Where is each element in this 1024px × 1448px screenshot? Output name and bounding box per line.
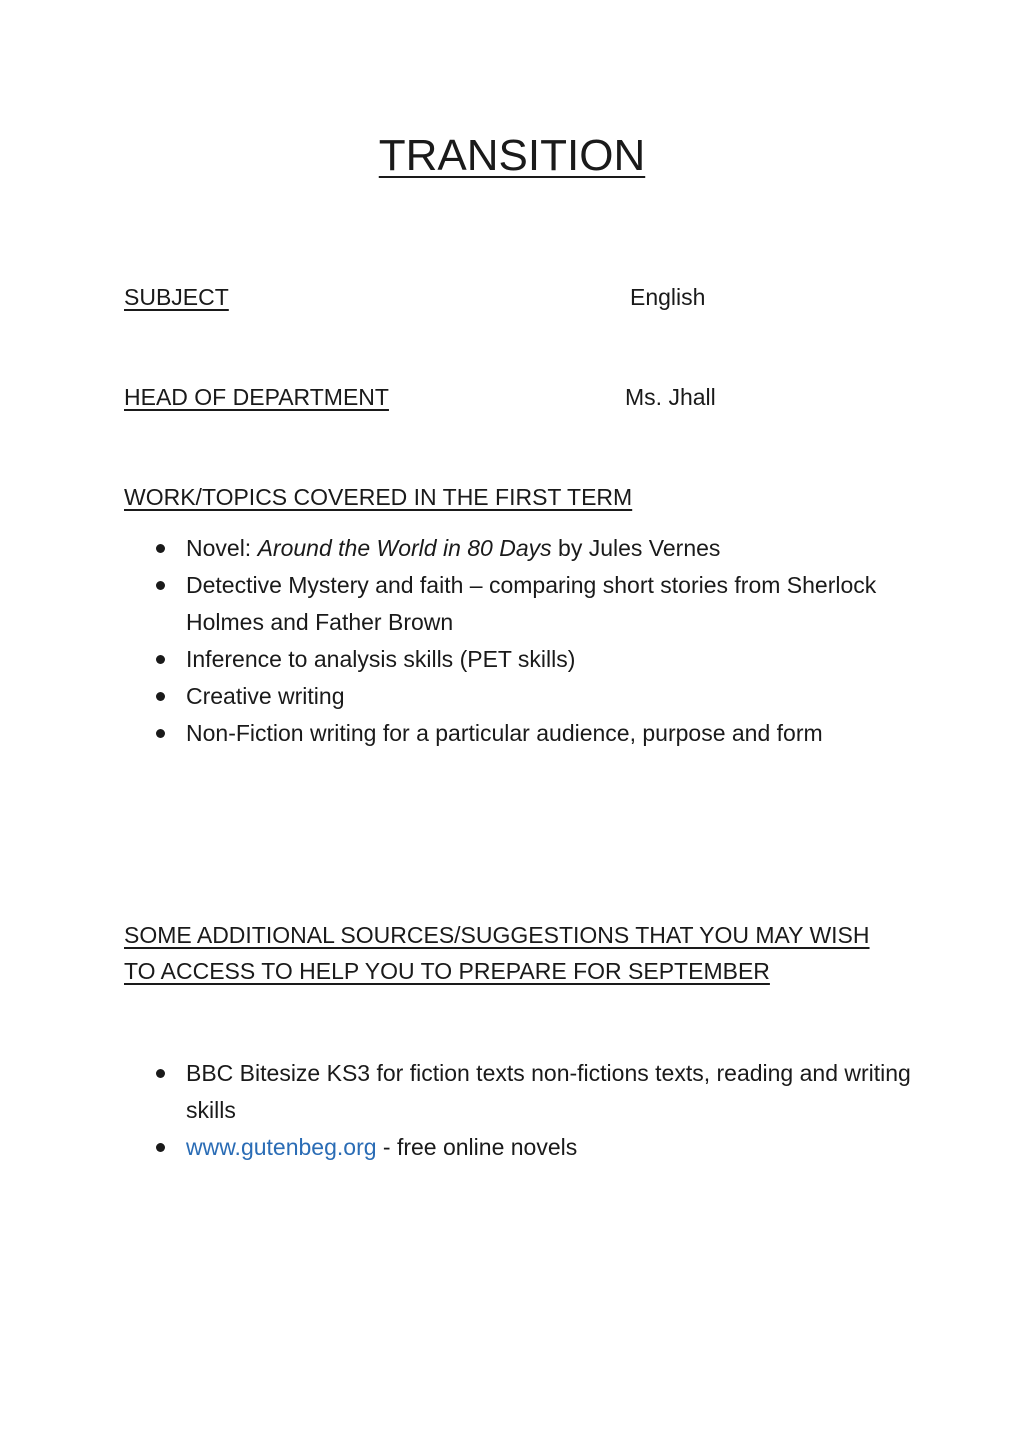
sources-list	[124, 1055, 914, 1166]
subject-value: English	[630, 284, 706, 310]
page-title: TRANSITION	[378, 131, 646, 180]
list-item	[124, 678, 914, 715]
bullet-icon	[156, 655, 165, 664]
topic-text: Creative writing	[186, 683, 345, 709]
topics-heading: WORK/TOPICS COVERED IN THE FIRST TERM	[124, 484, 633, 510]
list-item	[124, 530, 914, 567]
head-of-department-value: Ms. Jhall	[625, 384, 716, 410]
gutenberg-link[interactable]: www.gutenbeg.org	[186, 1134, 377, 1160]
bullet-icon	[156, 581, 165, 590]
source-suffix: - free online novels	[376, 1134, 578, 1160]
source-text: BBC Bitesize KS3 for fiction texts non-fictions texts, reading and writing skills	[186, 1060, 911, 1123]
list-item	[124, 1055, 914, 1129]
topic-text: Inference to analysis skills (PET skills)	[186, 646, 576, 672]
list-item	[124, 715, 914, 752]
topic-text: Non-Fiction writing for a particular audience, purpose and form	[186, 720, 823, 746]
list-item	[124, 567, 914, 641]
novel-title: Around the World in 80 Days	[257, 535, 552, 561]
topic-text: Detective Mystery and faith – comparing short stories from Sherlock Holmes and Father Brown	[186, 572, 877, 635]
bullet-icon	[156, 544, 165, 553]
list-item	[124, 641, 914, 678]
head-of-department-label: HEAD OF DEPARTMENT	[124, 384, 389, 410]
topics-list	[124, 530, 914, 752]
bullet-icon	[156, 692, 165, 701]
bullet-icon	[156, 729, 165, 738]
topic-prefix: Novel:	[186, 535, 258, 561]
sources-heading: SOME ADDITIONAL SOURCES/SUGGESTIONS THAT YOU MAY WISH TO ACCESS TO HELP YOU TO PREPARE FOR SEPTEMBER	[124, 922, 870, 984]
topic-suffix: by Jules Vernes	[551, 535, 721, 561]
subject-label: SUBJECT	[124, 284, 229, 310]
bullet-icon	[156, 1143, 165, 1152]
bullet-icon	[156, 1069, 165, 1078]
list-item	[124, 1129, 914, 1166]
